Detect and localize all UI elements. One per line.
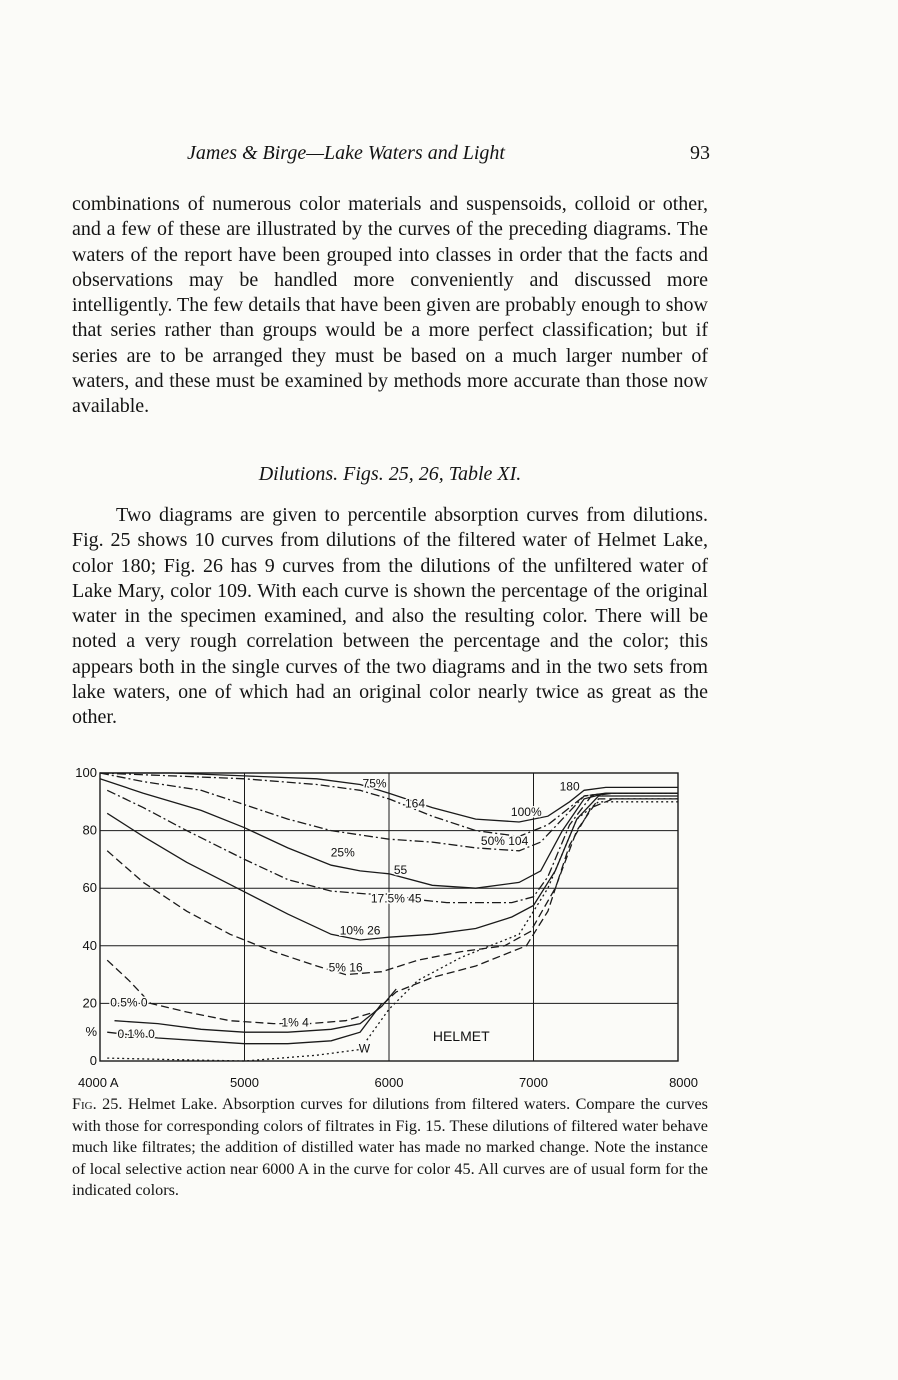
series-label: 10% 26 <box>339 923 381 938</box>
caption-label: Fig. 25. <box>72 1095 123 1113</box>
series-label: 55 <box>393 862 408 877</box>
page-number: 93 <box>690 142 710 164</box>
y-tick-label: 20 <box>82 995 97 1011</box>
series-line-7 <box>107 796 678 975</box>
body-paragraph-1: combinations of numerous color materials and suspensoids, colloid or other, and a few of these are illustrated by the curves of the preceding diagrams. The waters of the report have been grouped into classes in order that the facts and observations may be handled more conveniently and discussed more intelligently. The few details that have been given are probably enough to show that series rather than groups would be a more perfect classification; but if series are to be arranged they must be based on a much larger number of waters, and these must be examined by methods more accurate than those now available. <box>72 193 708 418</box>
series-line-11 <box>107 802 678 1061</box>
x-tick-label: 6000 <box>374 1075 404 1090</box>
panel-label: HELMET <box>432 1027 490 1044</box>
y-tick-label: 60 <box>82 880 97 896</box>
series-label: W <box>358 1041 371 1056</box>
series-line-9 <box>115 989 397 1032</box>
figure-25 <box>66 760 716 1095</box>
caption-text: Helmet Lake. Absorption curves for dilutions from filtered waters. Compare the curves with those for corresponding colors of filtrates in Fig. 15. These dilutions of filtered water behave much like filtrates; the addition of distilled water has made no marked change. Note the instance of local selective action near 6000 A in the curve for color 45. All curves are of usual form for the indicated colors. <box>72 1095 708 1200</box>
x-tick-label: 8000 <box>669 1075 698 1090</box>
series-label: 180 <box>559 779 580 794</box>
y-tick-label: 100 <box>75 765 97 780</box>
body-paragraph-2: Two diagrams are given to percentile absorption curves from dilutions. Fig. 25 shows 10 curves from dilutions of the filtered water of Helmet Lake, color 180; Fig. 26 has 9 curves from the dilutions of the unfiltered water of Lake Mary, color 109. With each curve is shown the percentage of the original water in the specimen examined, and also the resulting color. There will be noted a very rough correlation between the percentage and the color; this appears both in the single curves of the two diagrams and in the two sets from lake waters, one of which had an original color nearly twice as great as the other. <box>72 504 708 729</box>
y-tick-label: % <box>85 1024 97 1040</box>
x-tick-label: 7000 <box>519 1075 548 1090</box>
series-line-6 <box>107 796 678 940</box>
y-tick-label: 40 <box>82 937 97 953</box>
x-tick-label: 4000 A <box>78 1075 119 1090</box>
series-label: 0.1% 0 <box>117 1026 155 1041</box>
y-tick-label: 0 <box>89 1053 97 1068</box>
running-title: James & Birge—Lake Waters and Light <box>187 142 505 164</box>
series-label: 5% 16 <box>328 960 363 975</box>
series-label: 75% <box>362 776 387 791</box>
series-label: 100% <box>510 805 542 820</box>
figure-caption <box>72 1094 708 1202</box>
series-label: 25% <box>330 845 355 860</box>
series-label: 0.5% 0 <box>110 995 148 1010</box>
absorption-chart <box>66 760 716 1095</box>
x-tick-label: 5000 <box>230 1075 259 1090</box>
series-line-8 <box>107 796 678 1024</box>
running-header <box>72 142 710 172</box>
section-heading: Dilutions. Figs. 25, 26, Table XI. <box>258 463 522 485</box>
series-label: 17.5% 45 <box>370 891 422 906</box>
y-tick-label: 80 <box>82 822 97 838</box>
series-label: 1% 4 <box>281 1015 309 1030</box>
series-label: 50% 104 <box>480 834 529 848</box>
series-label: 164 <box>404 796 426 811</box>
